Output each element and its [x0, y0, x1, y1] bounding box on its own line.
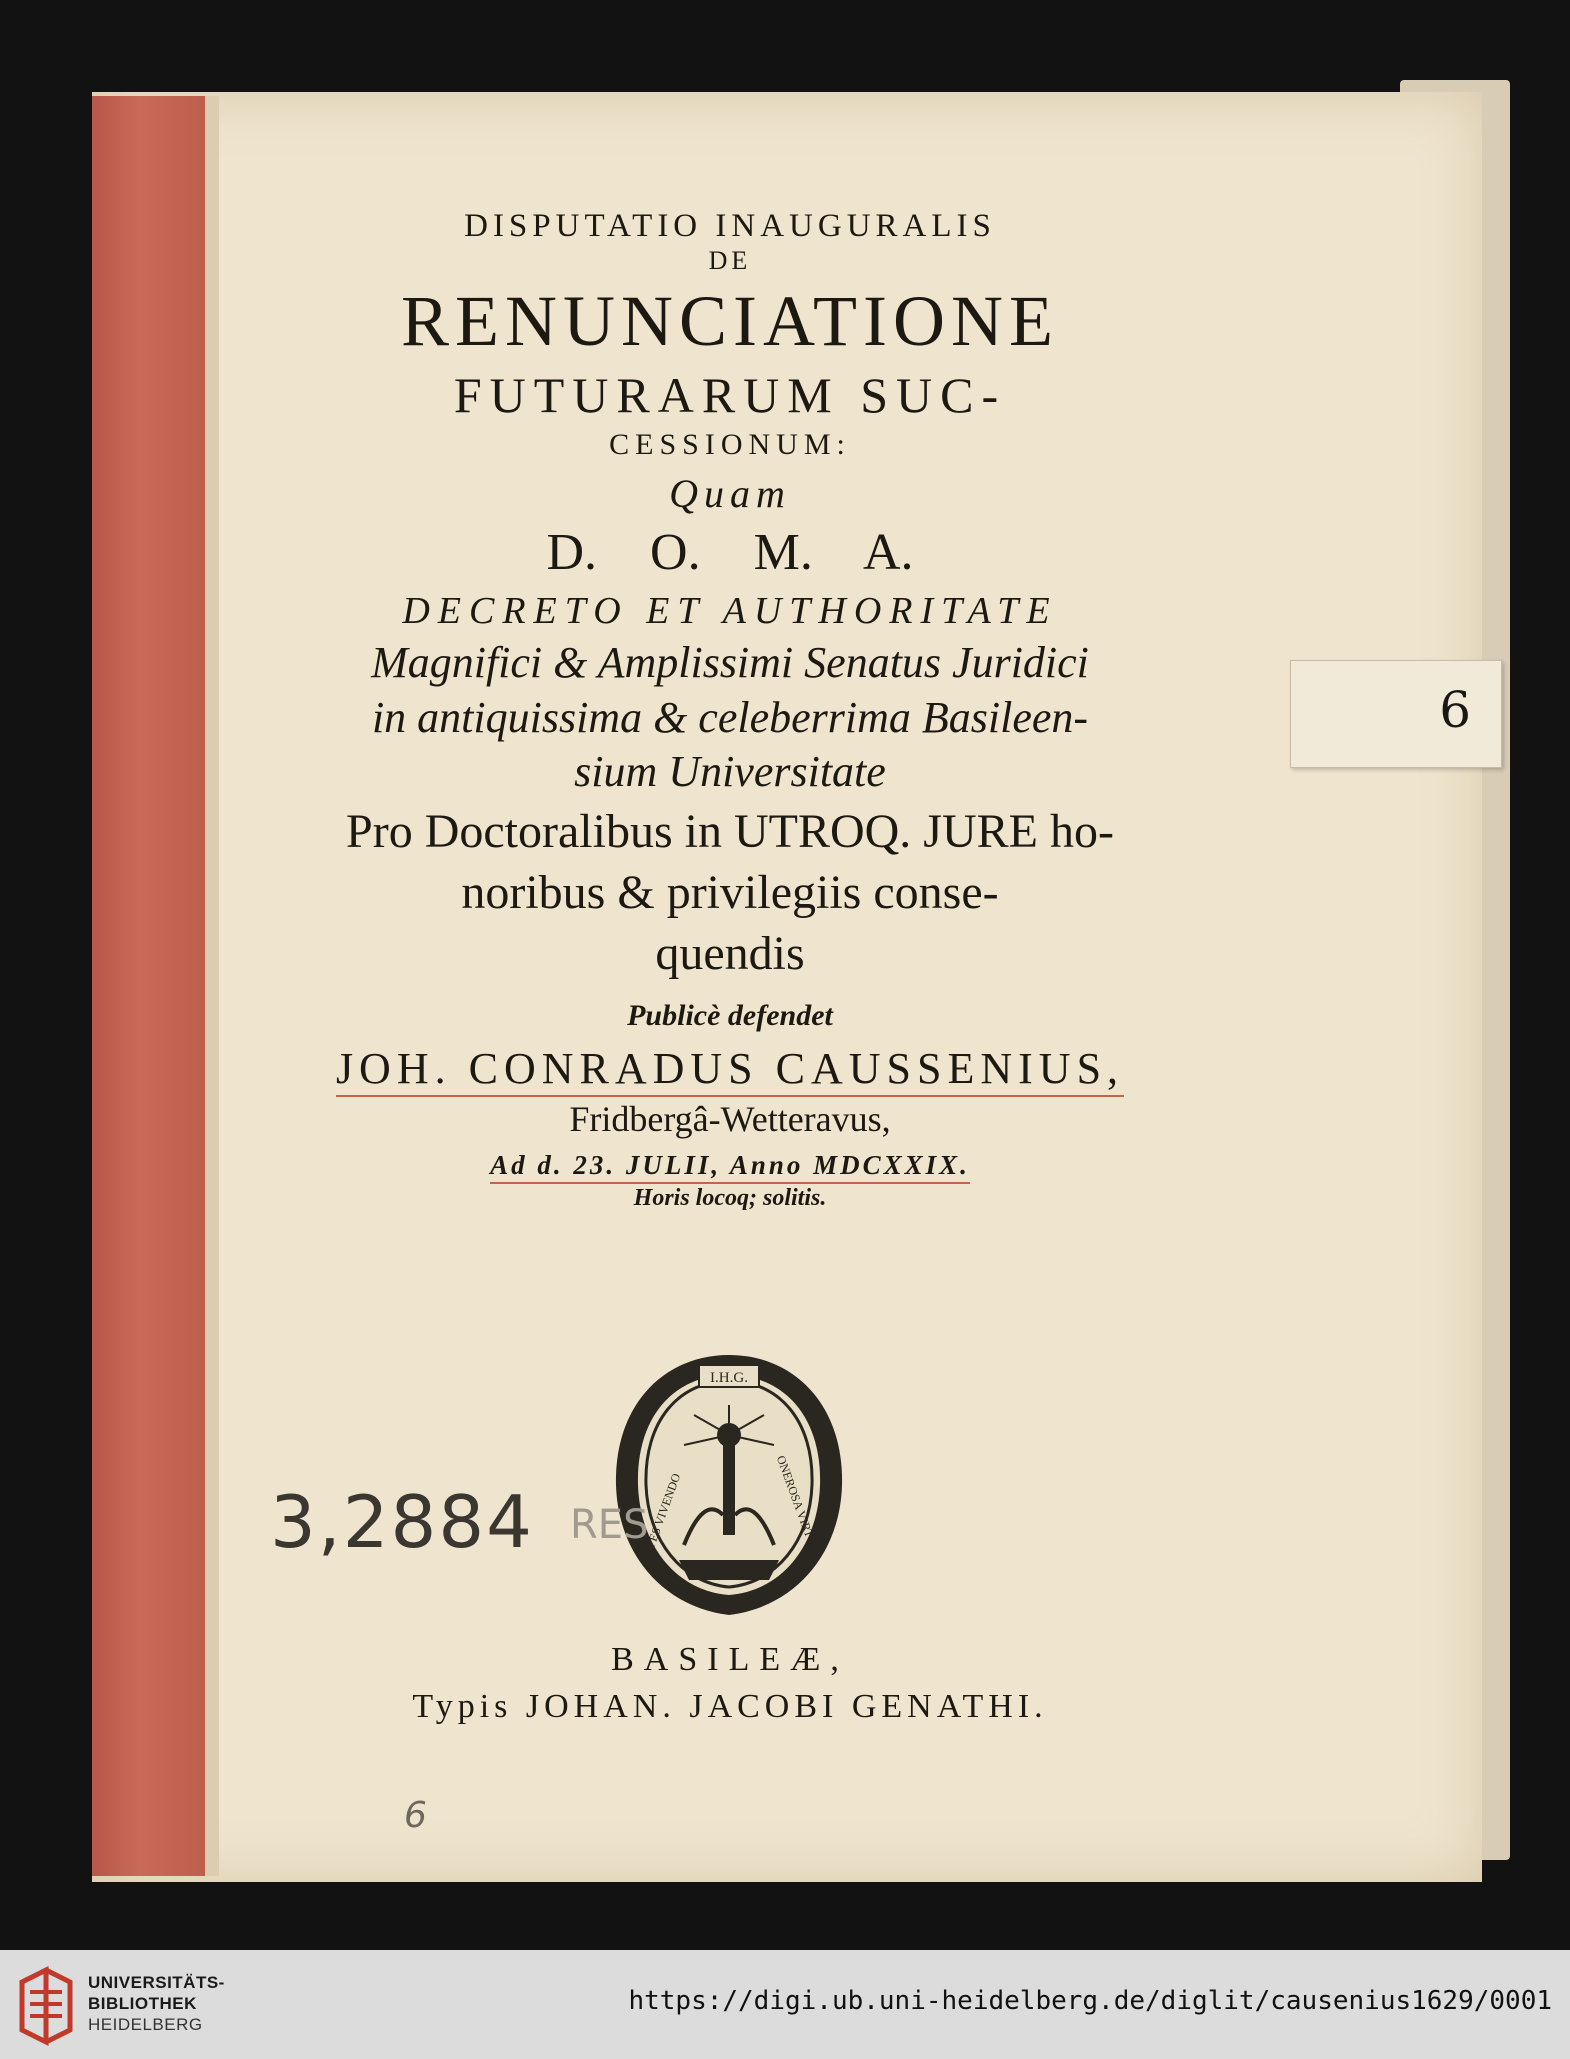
imprint-place: BASILEÆ, — [611, 1641, 849, 1678]
permalink-url[interactable]: https://digi.ub.uni-heidelberg.de/diglit/causenius1629/0001 — [628, 1986, 1552, 2016]
red-spine-binding — [92, 96, 210, 1876]
date-line — [250, 1150, 1210, 1181]
index-tab — [1290, 660, 1502, 768]
seal-motto-left: SPES VIVENDO — [641, 1471, 684, 1556]
title-line: noribus & privilegiis conse- — [461, 866, 999, 920]
title-line: sium Universitate — [574, 747, 886, 797]
title-line: DISPUTATIO INAUGURALIS — [464, 208, 996, 244]
title-line: D. O. M. A. — [546, 523, 914, 581]
title-line: quendis — [655, 927, 805, 981]
title-line: CESSIONUM: — [609, 428, 851, 462]
shelfmark-suffix: RES — [570, 1502, 649, 1548]
title-line: DECRETO ET AUTHORITATE — [402, 590, 1058, 633]
title-line: Quam — [669, 470, 791, 516]
imprint-block — [250, 1640, 1210, 1726]
seal-base — [679, 1560, 779, 1580]
title-line: FUTURARUM SUC- — [453, 366, 1007, 423]
title-line: Pro Doctoralibus in UTROQ. JURE ho- — [346, 804, 1114, 858]
title-line: Fridbergâ-Wetteravus, — [569, 1098, 891, 1139]
title-line: Horis locoq; solitis. — [633, 1184, 827, 1211]
title-line: Publicè defendet — [627, 999, 833, 1033]
title-line: RENUNCIATIONE — [401, 280, 1059, 361]
tab-number: 6 — [1439, 681, 1471, 739]
author-name: JOH. CONRADUS CAUSSENIUS, — [336, 1044, 1124, 1097]
logo-line: HEIDELBERG — [88, 2015, 203, 2034]
seal-column — [723, 1445, 735, 1535]
title-line: Magnifici & Amplissimi Senatus Juridici — [371, 638, 1089, 688]
viewer-footer — [0, 1950, 1570, 2059]
title-line: DE — [708, 245, 752, 275]
title-line: in antiquissima & celeberrima Basileen- — [371, 692, 1089, 742]
logo-line: BIBLIOTHEK — [88, 1994, 197, 2013]
printer-device-seal — [604, 1345, 854, 1625]
date-text: Ad d. 23. JULII, Anno MDCXXIX. — [490, 1150, 970, 1184]
pencil-note: 6 — [404, 1795, 427, 1836]
shelfmark: 3,2884 — [270, 1480, 534, 1564]
library-logo-icon[interactable] — [16, 1964, 80, 2048]
imprint-printer: Typis JOHAN. JACOBI GENATHI. — [412, 1688, 1048, 1726]
seal-motto-right: ONEROSA VIRTUS — [773, 1453, 822, 1554]
spine-edge — [205, 96, 219, 1876]
logo-line: UNIVERSITÄTS- — [88, 1973, 225, 1992]
seal-banner-text: I.H.G. — [710, 1370, 748, 1386]
author-line — [250, 1044, 1210, 1095]
library-logo-text[interactable] — [88, 1972, 225, 2035]
title-text-block — [250, 190, 1210, 1213]
